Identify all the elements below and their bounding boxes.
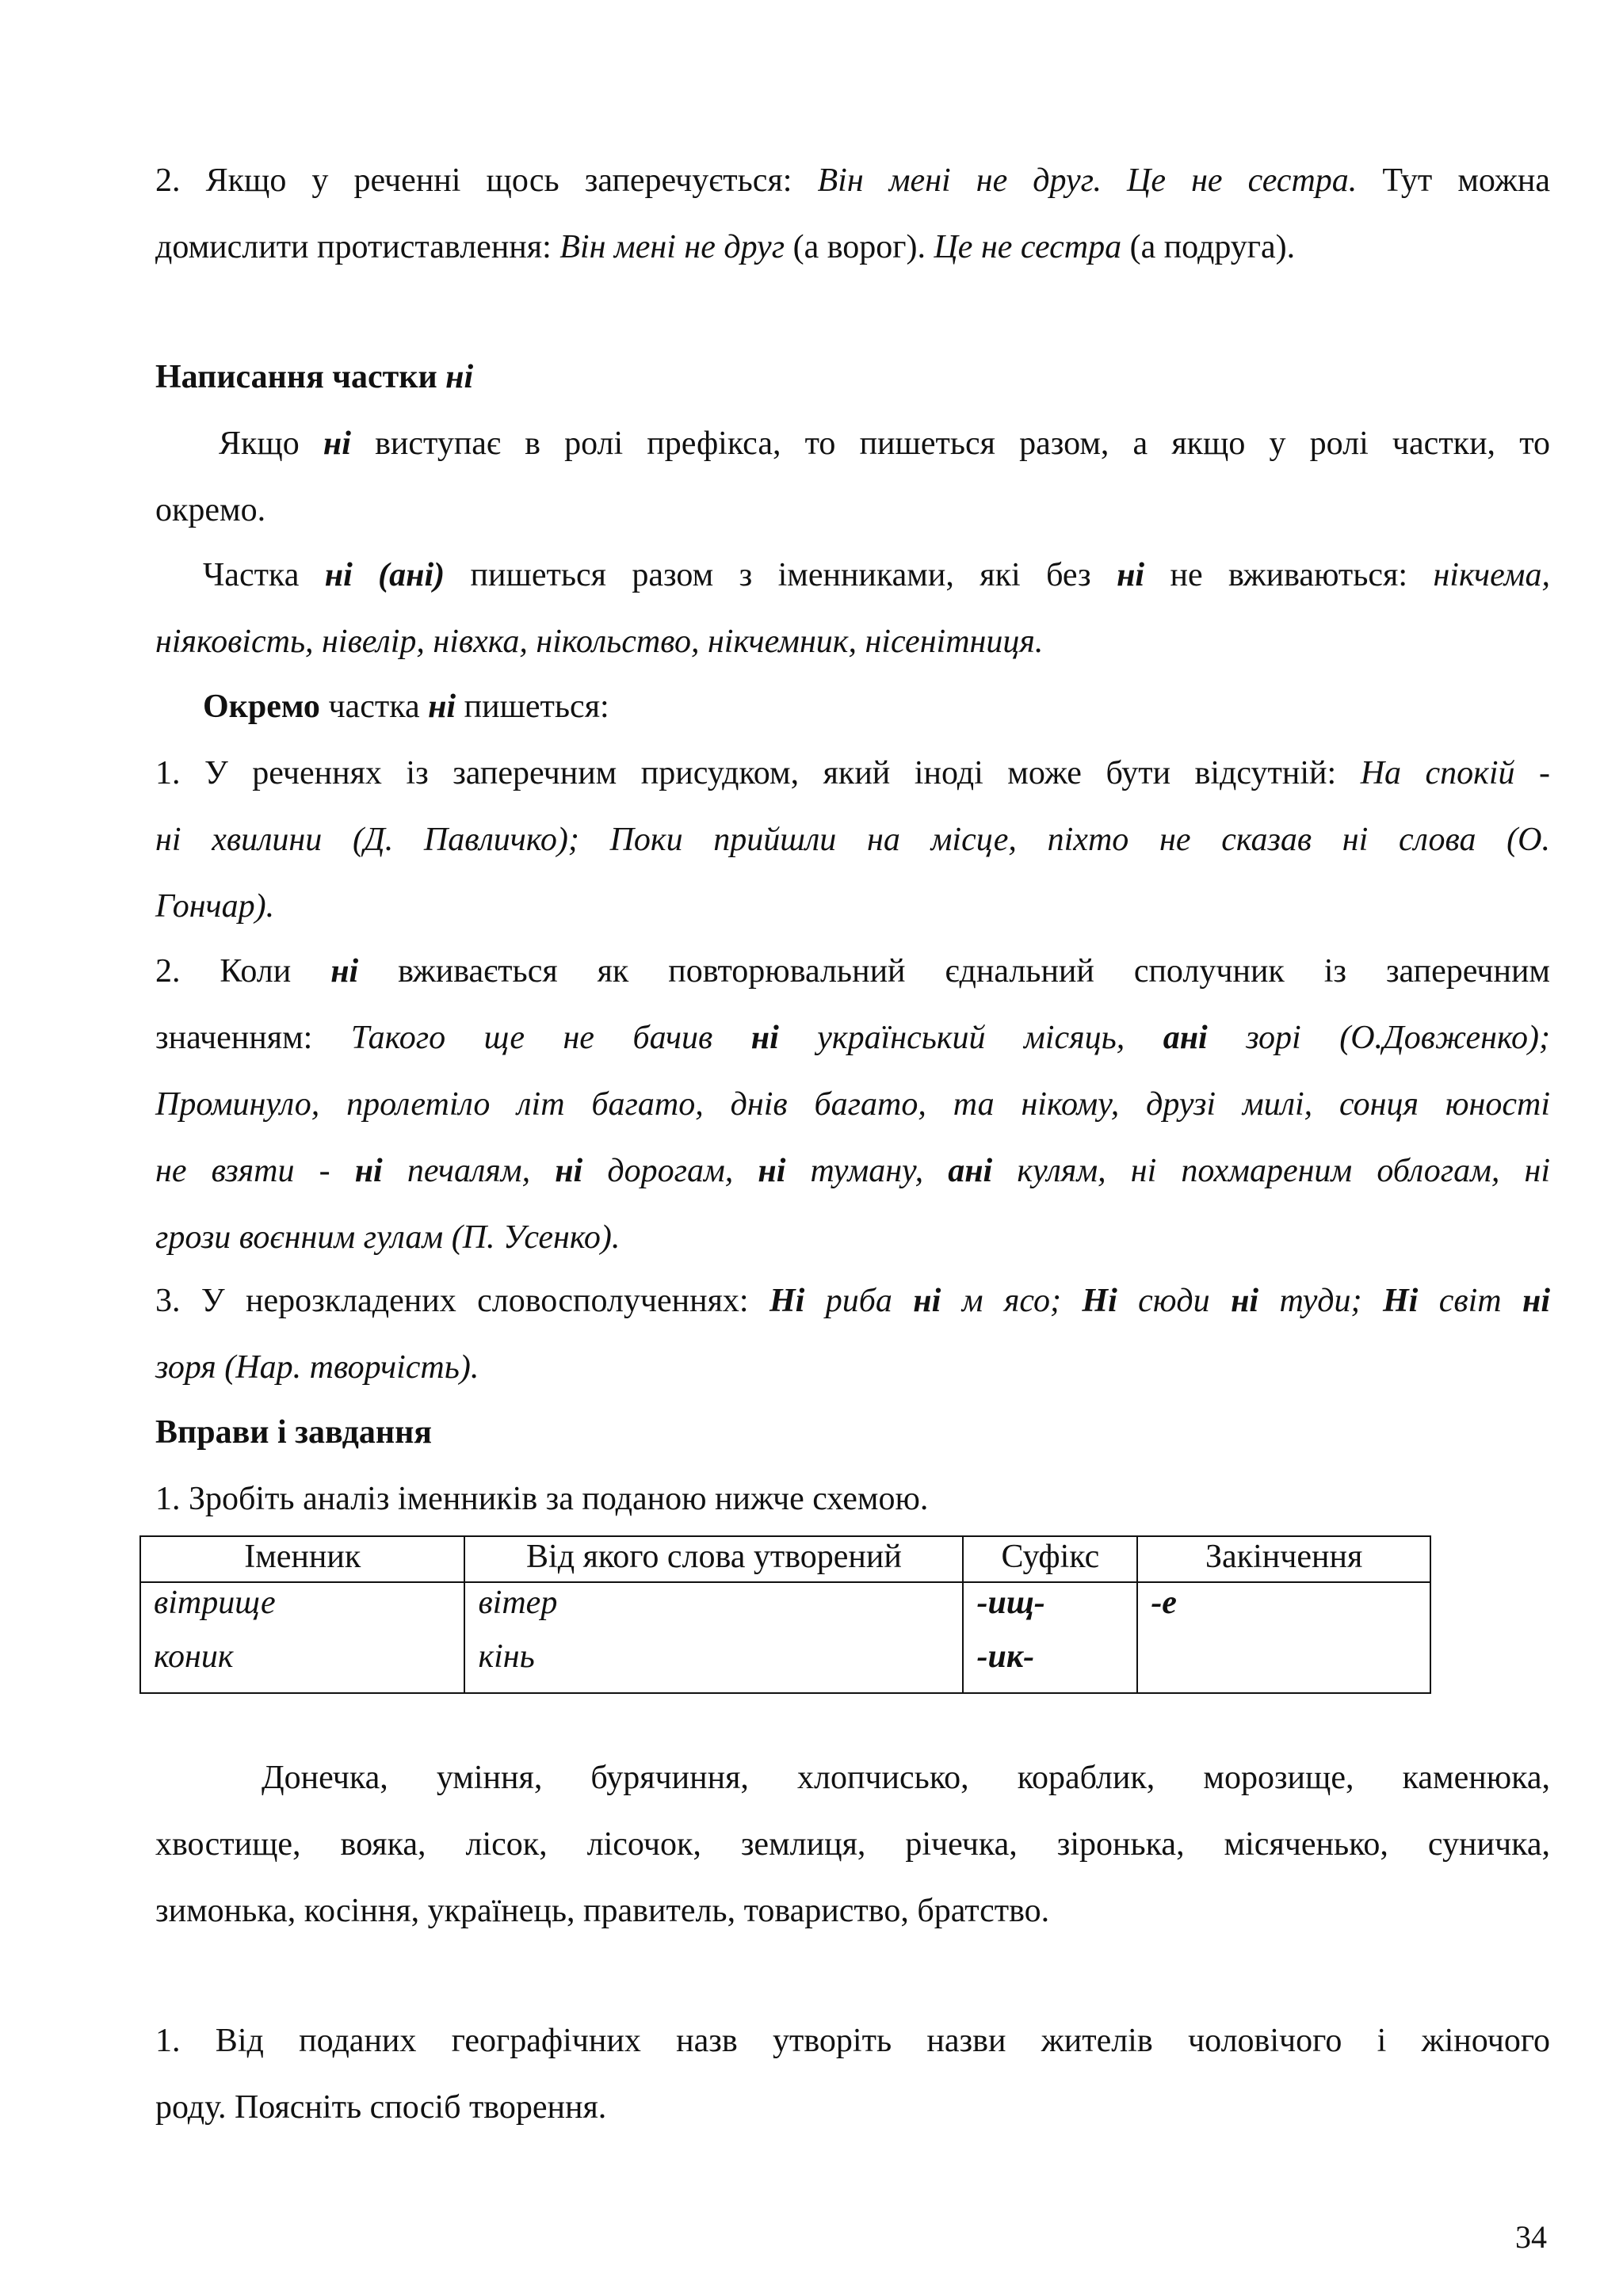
text-line: грози воєнним гулам (П. Усенко). [155, 1219, 621, 1256]
text-line: роду. Поясніть спосіб творення. [155, 2089, 607, 2126]
paragraph-separate-spelling [155, 673, 1550, 740]
table-row [140, 1582, 1430, 1693]
text-line: ніяковість, нівелір, нівхка, нікольство, нікчемник, нісенітниця. [155, 624, 1044, 660]
rule-1 [155, 740, 1550, 940]
paragraph-prefix-vs-particle [155, 410, 1550, 543]
text-line: домислити протиставлення: Він мені не друг (а ворог). Це не сестра (а подруга). [155, 229, 1296, 265]
cell-endings: -е [1137, 1582, 1430, 1693]
table-header-row [140, 1536, 1430, 1582]
header-source-word: Від якого слова утворений [464, 1536, 963, 1582]
section-heading-exercises: Вправи і завдання [155, 1414, 433, 1451]
text-line: Окремо частка ні пишеться: [203, 688, 609, 725]
header-ending: Закінчення [1137, 1536, 1430, 1582]
text-line: Донечка, уміння, бурячиння, хлопчисько, кораблик, морозище, каменюка, [262, 1760, 1550, 1796]
paragraph-joined-spelling [155, 542, 1550, 675]
paragraph-negation-contrast [155, 147, 1550, 280]
analysis-scheme-table [139, 1535, 1431, 1694]
text-line: Якщо ні виступає в ролі префікса, то пишеться разом, а якщо у ролі частки, то [219, 425, 1550, 462]
cell-source-words: вітер кінь [464, 1582, 963, 1693]
section-heading-particle-ni: Написання частки ні [155, 359, 474, 395]
task-2-instruction [155, 2008, 1550, 2141]
text-line: Гончар). [155, 888, 275, 925]
text-line: зимонька, косіння, українець, правитель, товариство, братство. [155, 1893, 1050, 1929]
cell-nouns: вітрище коник [140, 1582, 464, 1693]
header-noun: Іменник [140, 1536, 464, 1582]
page-number: 34 [1515, 2219, 1547, 2255]
text-line: 2. Якщо у реченні щось заперечується: Він мені не друг. Це не сестра. Тут можна [155, 162, 1551, 199]
text-line: 1. У реченнях із заперечним присудком, який іноді може бути відсутній: На спокій - [155, 755, 1550, 791]
word-list [155, 1745, 1550, 1944]
text-line: зоря (Нар. творчість). [155, 1349, 479, 1386]
text-line: 1. Зробіть аналіз іменників за поданою нижче схемою. [155, 1481, 929, 1517]
text-line: 3. У нерозкладених словосполученнях: Ні риба ні м ясо; Ні сюди ні туди; Ні світ ні [155, 1283, 1550, 1319]
text-line: 2. Коли ні вживається як повторювальний єднальний сполучник із заперечним [155, 953, 1550, 990]
task-1-instruction [155, 1466, 1550, 1532]
text-line: значенням: Такого ще не бачив ні український місяць, ані зорі (О.Довженко); [155, 1020, 1550, 1056]
text-line: 1. Від поданих географічних назв утворіть назви жителів чоловічого і жіночого [155, 2023, 1550, 2059]
rule-2 [155, 938, 1550, 1271]
text-line: окремо. [155, 492, 266, 528]
rule-3 [155, 1268, 1550, 1401]
text-line: не взяти - ні печалям, ні дорогам, ні туману, ані кулям, ні похмареним облогам, ні [155, 1153, 1551, 1189]
text-line: ні хвилини (Д. Павличко); Поки прийшли на місце, піхто не сказав ні слова (О. [155, 822, 1550, 858]
text-line: хвостище, вояка, лісок, лісочок, землиця, річечка, зіронька, місяченько, суничка, [155, 1826, 1550, 1863]
text-line: Частка ні (ані) пишеться разом з іменниками, які без ні не вживаються: нікчема, [203, 557, 1550, 593]
cell-suffixes: -ищ- -ик- [963, 1582, 1137, 1693]
text-line: Проминуло, пролетіло літ багато, днів багато, та нікому, друзі милі, сонця юності [155, 1086, 1550, 1123]
header-suffix: Суфікс [963, 1536, 1137, 1582]
